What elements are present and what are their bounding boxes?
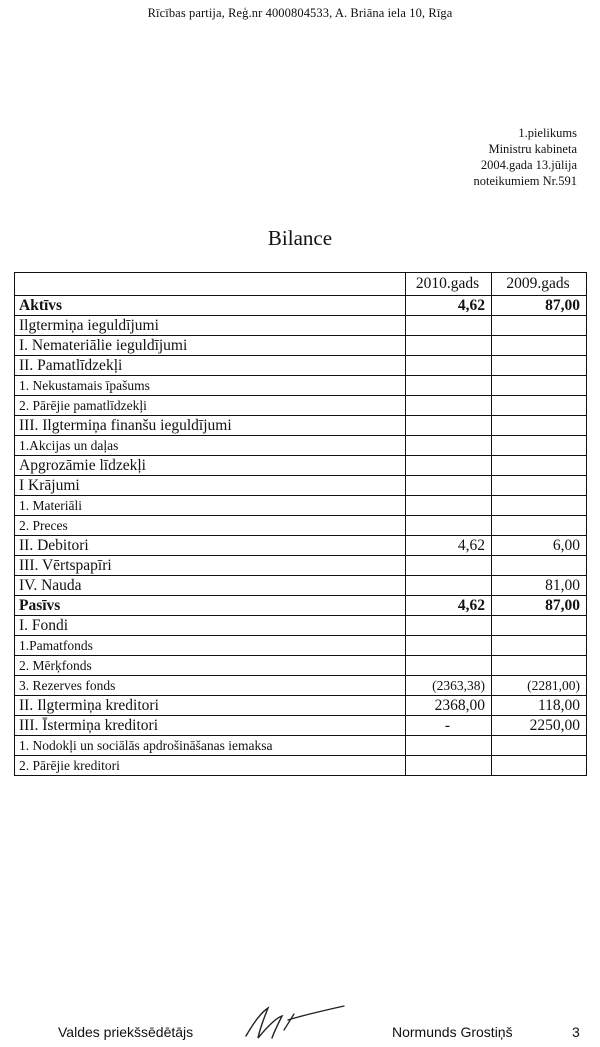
value-2010 xyxy=(406,636,492,656)
value-2010 xyxy=(406,616,492,636)
value-2010 xyxy=(406,336,492,356)
table-row xyxy=(15,676,587,696)
value-2009 xyxy=(492,496,587,516)
annex-note xyxy=(474,125,577,189)
value-2009 xyxy=(492,336,587,356)
table-row xyxy=(15,516,587,536)
value-2010 xyxy=(406,316,492,336)
table-row xyxy=(15,476,587,496)
value-2009 xyxy=(492,516,587,536)
table-row xyxy=(15,436,587,456)
value-2010 xyxy=(406,736,492,756)
value-2009: 87,00 xyxy=(492,596,587,616)
value-2010 xyxy=(406,376,492,396)
value-2009: 81,00 xyxy=(492,576,587,596)
value-2010 xyxy=(406,396,492,416)
value-2009 xyxy=(492,396,587,416)
organization-header: Rīcības partija, Reģ.nr 4000804533, A. Briāna iela 10, Rīga xyxy=(147,6,453,20)
row-label: 2. Mērķfonds xyxy=(15,656,406,676)
value-2009 xyxy=(492,456,587,476)
row-label: III. Vērtspapīri xyxy=(15,556,406,576)
annex-line-1: 1.pielikums xyxy=(518,126,577,140)
value-2009: (2281,00) xyxy=(492,676,587,696)
value-2009 xyxy=(492,356,587,376)
value-2010 xyxy=(406,456,492,476)
row-label: I. Nemateriālie ieguldījumi xyxy=(15,336,406,356)
value-2009: 87,00 xyxy=(492,296,587,316)
value-2009 xyxy=(492,636,587,656)
value-2009 xyxy=(492,736,587,756)
table-row xyxy=(15,396,587,416)
value-2009: 118,00 xyxy=(492,696,587,716)
row-label: 1.Akcijas un daļas xyxy=(15,436,406,456)
row-label: I. Fondi xyxy=(15,616,406,636)
table-row xyxy=(15,536,587,556)
row-label: Apgrozāmie līdzekļi xyxy=(15,456,406,476)
value-2010 xyxy=(406,496,492,516)
table-row xyxy=(15,576,587,596)
row-label: Aktīvs xyxy=(15,296,406,316)
row-label: 1.Pamatfonds xyxy=(15,636,406,656)
table-row xyxy=(15,496,587,516)
table-row xyxy=(15,376,587,396)
table-header-row xyxy=(15,273,587,296)
value-2010 xyxy=(406,516,492,536)
value-2010: 2368,00 xyxy=(406,696,492,716)
value-2009 xyxy=(492,376,587,396)
page-number: 3 xyxy=(572,1024,580,1040)
row-label: III. Īstermiņa kreditori xyxy=(15,716,406,736)
value-2010 xyxy=(406,476,492,496)
value-2009 xyxy=(492,616,587,636)
row-label: Ilgtermiņa ieguldījumi xyxy=(15,316,406,336)
row-label: 1. Materiāli xyxy=(15,496,406,516)
signature-mark xyxy=(238,1000,348,1044)
signatory-role: Valdes priekšsēdētājs xyxy=(58,1024,194,1040)
table-row xyxy=(15,616,587,636)
table-row xyxy=(15,656,587,676)
value-2010: (2363,38) xyxy=(406,676,492,696)
value-2010 xyxy=(406,556,492,576)
value-2009: 6,00 xyxy=(492,536,587,556)
row-label: Pasīvs xyxy=(15,596,406,616)
value-2009 xyxy=(492,656,587,676)
signatory-name: Normunds Grostiņš xyxy=(392,1024,513,1040)
row-label: I Krājumi xyxy=(15,476,406,496)
table-row xyxy=(15,316,587,336)
balance-table xyxy=(14,272,587,776)
value-2009 xyxy=(492,316,587,336)
value-2010 xyxy=(406,656,492,676)
table-row xyxy=(15,456,587,476)
annex-line-4: noteikumiem Nr.591 xyxy=(473,174,577,188)
row-label: 1. Nodokļi un sociālās apdrošināšanas iemaksa xyxy=(15,736,406,756)
table-row xyxy=(15,296,587,316)
value-2010: 4,62 xyxy=(406,596,492,616)
row-label: 2. Pārējie kreditori xyxy=(15,756,406,776)
header-year-2009: 2009.gads xyxy=(492,273,587,296)
table-row xyxy=(15,356,587,376)
document-title: Bilance xyxy=(267,226,333,250)
value-2010 xyxy=(406,416,492,436)
table-row xyxy=(15,336,587,356)
value-2010: 4,62 xyxy=(406,296,492,316)
table-row xyxy=(15,696,587,716)
table-row xyxy=(15,636,587,656)
value-2009 xyxy=(492,756,587,776)
row-label: 2. Pārējie pamatlīdzekļi xyxy=(15,396,406,416)
value-2010 xyxy=(406,576,492,596)
value-2010: 4,62 xyxy=(406,536,492,556)
value-2010 xyxy=(406,436,492,456)
row-label: II. Pamatlīdzekļi xyxy=(15,356,406,376)
header-year-2010: 2010.gads xyxy=(406,273,492,296)
table-row xyxy=(15,596,587,616)
row-label: III. Ilgtermiņa finanšu ieguldījumi xyxy=(15,416,406,436)
value-2010: - xyxy=(406,716,492,736)
table-row xyxy=(15,736,587,756)
value-2009 xyxy=(492,416,587,436)
value-2009 xyxy=(492,476,587,496)
table-row xyxy=(15,756,587,776)
row-label: 3. Rezerves fonds xyxy=(15,676,406,696)
value-2009: 2250,00 xyxy=(492,716,587,736)
value-2009 xyxy=(492,556,587,576)
value-2010 xyxy=(406,756,492,776)
table-row xyxy=(15,556,587,576)
annex-line-3: 2004.gada 13.jūlija xyxy=(480,158,577,172)
value-2010 xyxy=(406,356,492,376)
row-label: II. Ilgtermiņa kreditori xyxy=(15,696,406,716)
row-label: 2. Preces xyxy=(15,516,406,536)
table-row xyxy=(15,716,587,736)
row-label: IV. Nauda xyxy=(15,576,406,596)
row-label: II. Debitori xyxy=(15,536,406,556)
value-2009 xyxy=(492,436,587,456)
annex-line-2: Ministru kabineta xyxy=(488,142,577,156)
row-label: 1. Nekustamais īpašums xyxy=(15,376,406,396)
header-label-cell xyxy=(15,273,406,296)
table-row xyxy=(15,416,587,436)
